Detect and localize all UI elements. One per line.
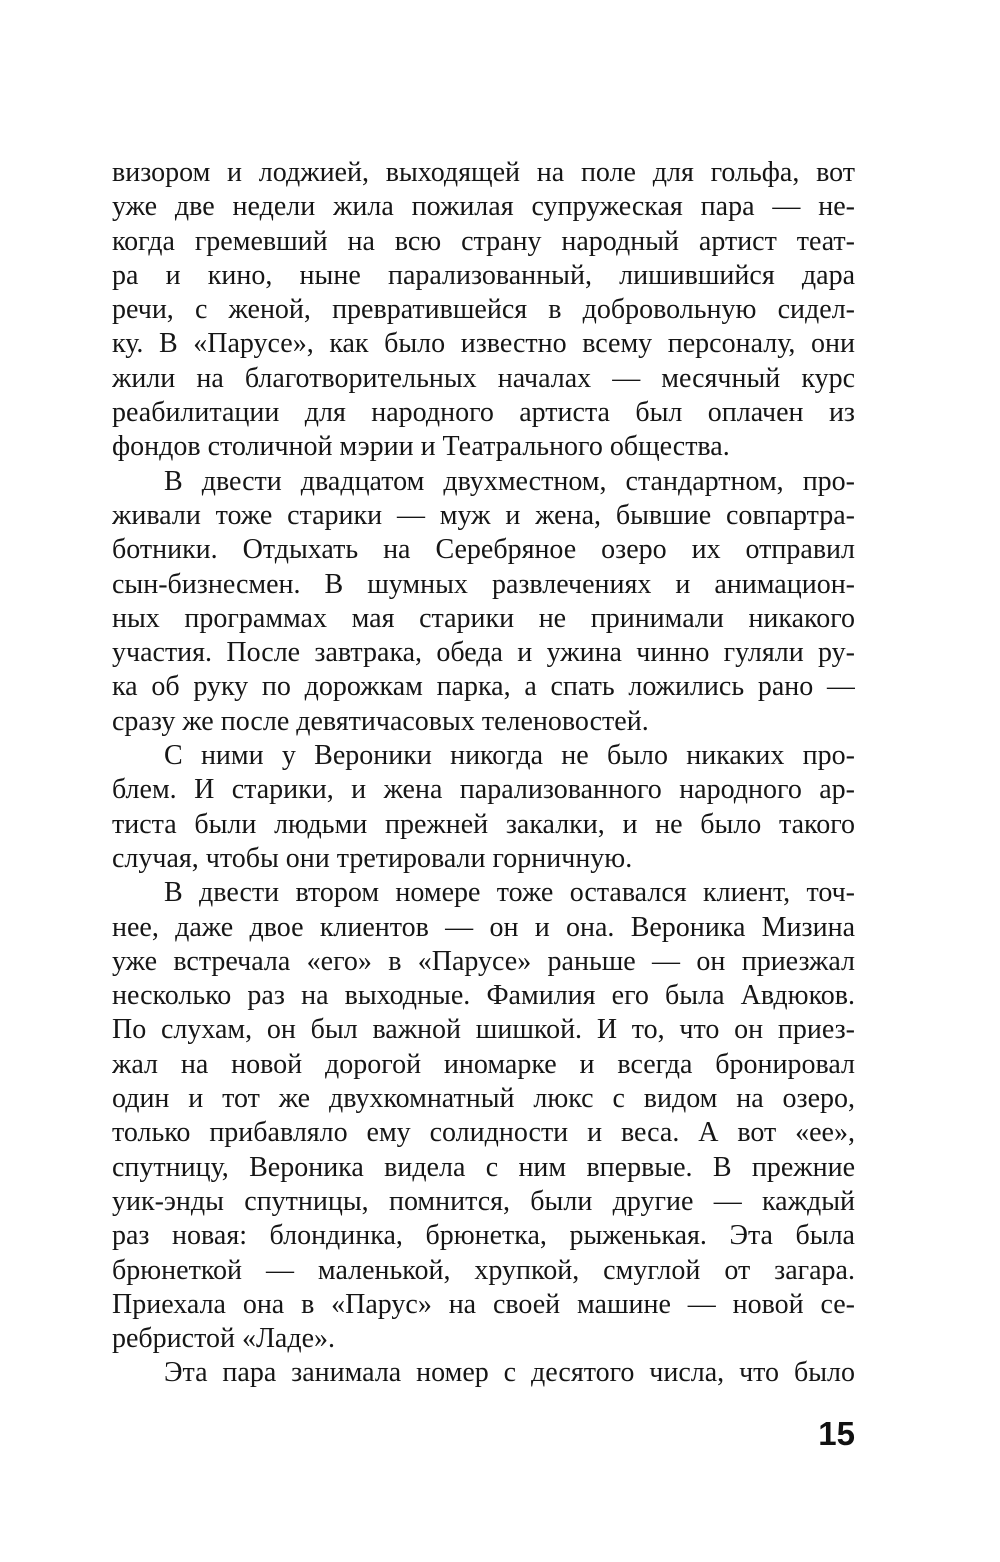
text-line: ку. В «Парусе», как было известно всему персоналу, они — [112, 328, 855, 360]
text-line: визором и лоджией, выходящей на поле для гольфа, вот — [112, 157, 855, 188]
text-line: один и тот же двухкомнатный люкс с видом на озеро, — [112, 1083, 855, 1115]
text-line: фондов столичной мэрии и Театрального общества. — [112, 431, 730, 463]
text-line: спутницу, Вероника видела с ним впервые. В прежние — [112, 1151, 855, 1183]
text-line: несколько раз на выходные. Фамилия его была Авдюков. — [112, 980, 855, 1012]
text-line: жили на благотворительных началах — месячный курс — [112, 362, 855, 394]
text-line: когда гремевший на всю страну народный артист теат- — [112, 225, 855, 257]
text-line: уже встречала «его» в «Парусе» раньше — он приезжал — [112, 945, 855, 977]
text-line: сразу же после девятичасовых теленовостей. — [112, 705, 649, 737]
text-line: С ними у Вероники никогда не было никаких про- — [164, 740, 855, 772]
text-line: тиста были людьми прежней закалки, и не было такого — [112, 808, 855, 840]
text-line: сын-бизнесмен. В шумных развлечениях и анимацион- — [112, 568, 855, 600]
text-line: ребристой «Ладе». — [112, 1323, 336, 1355]
text-line: ных программах мая старики не принимали никакого — [112, 602, 855, 634]
text-line: жал на новой дорогой иномарке и всегда бронировал — [112, 1048, 855, 1080]
text-line: Приехала она в «Парус» на своей машине — новой се- — [112, 1288, 855, 1320]
text-line: реабилитации для народного артиста был оплачен из — [112, 397, 855, 429]
text-line: ка об руку по дорожкам парка, а спать ложились рано — — [112, 671, 855, 703]
text-line: В двести двадцатом двухместном, стандартном, про- — [164, 465, 855, 497]
text-block — [112, 156, 855, 1391]
paragraph — [112, 156, 855, 465]
paragraph — [112, 739, 855, 876]
text-line: ра и кино, ныне парализованный, лишившийся дара — [112, 259, 855, 291]
text-line: случая, чтобы они третировали горничную. — [112, 842, 633, 874]
text-line: Эта пара занимала номер с десятого числа, что было — [164, 1357, 855, 1389]
text-line: нее, даже двое клиентов — он и она. Вероника Мизина — [112, 911, 855, 943]
text-line: живали тоже старики — муж и жена, бывшие совпартра- — [112, 499, 855, 531]
text-line: По слухам, он был важной шишкой. И то, что он приез- — [112, 1014, 855, 1046]
text-line: брюнеткой — маленькой, хрупкой, смуглой от загара. — [112, 1254, 855, 1286]
text-line: В двести втором номере тоже оставался клиент, точ- — [164, 877, 855, 909]
text-line: уже две недели жила пожилая супружеская пара — не- — [112, 191, 855, 223]
paragraph — [112, 1356, 855, 1390]
page-number: 15 — [818, 1415, 855, 1452]
paragraph — [112, 876, 855, 1356]
text-line: только прибавляло ему солидности и веса. А вот «ее», — [112, 1117, 855, 1149]
text-line: ботники. Отдыхать на Серебряное озеро их отправил — [112, 534, 855, 566]
text-line: участия. После завтрака, обеда и ужина чинно гуляли ру- — [112, 637, 855, 669]
text-line: раз новая: блондинка, брюнетка, рыженькая. Эта была — [112, 1220, 855, 1252]
text-line: речи, с женой, превратившейся в добровольную сидел- — [112, 294, 855, 326]
text-line: блем. И старики, и жена парализованного народного ар- — [112, 774, 855, 806]
text-line: уик-энды спутницы, помнится, были другие — каждый — [112, 1185, 855, 1217]
paragraph — [112, 465, 855, 739]
